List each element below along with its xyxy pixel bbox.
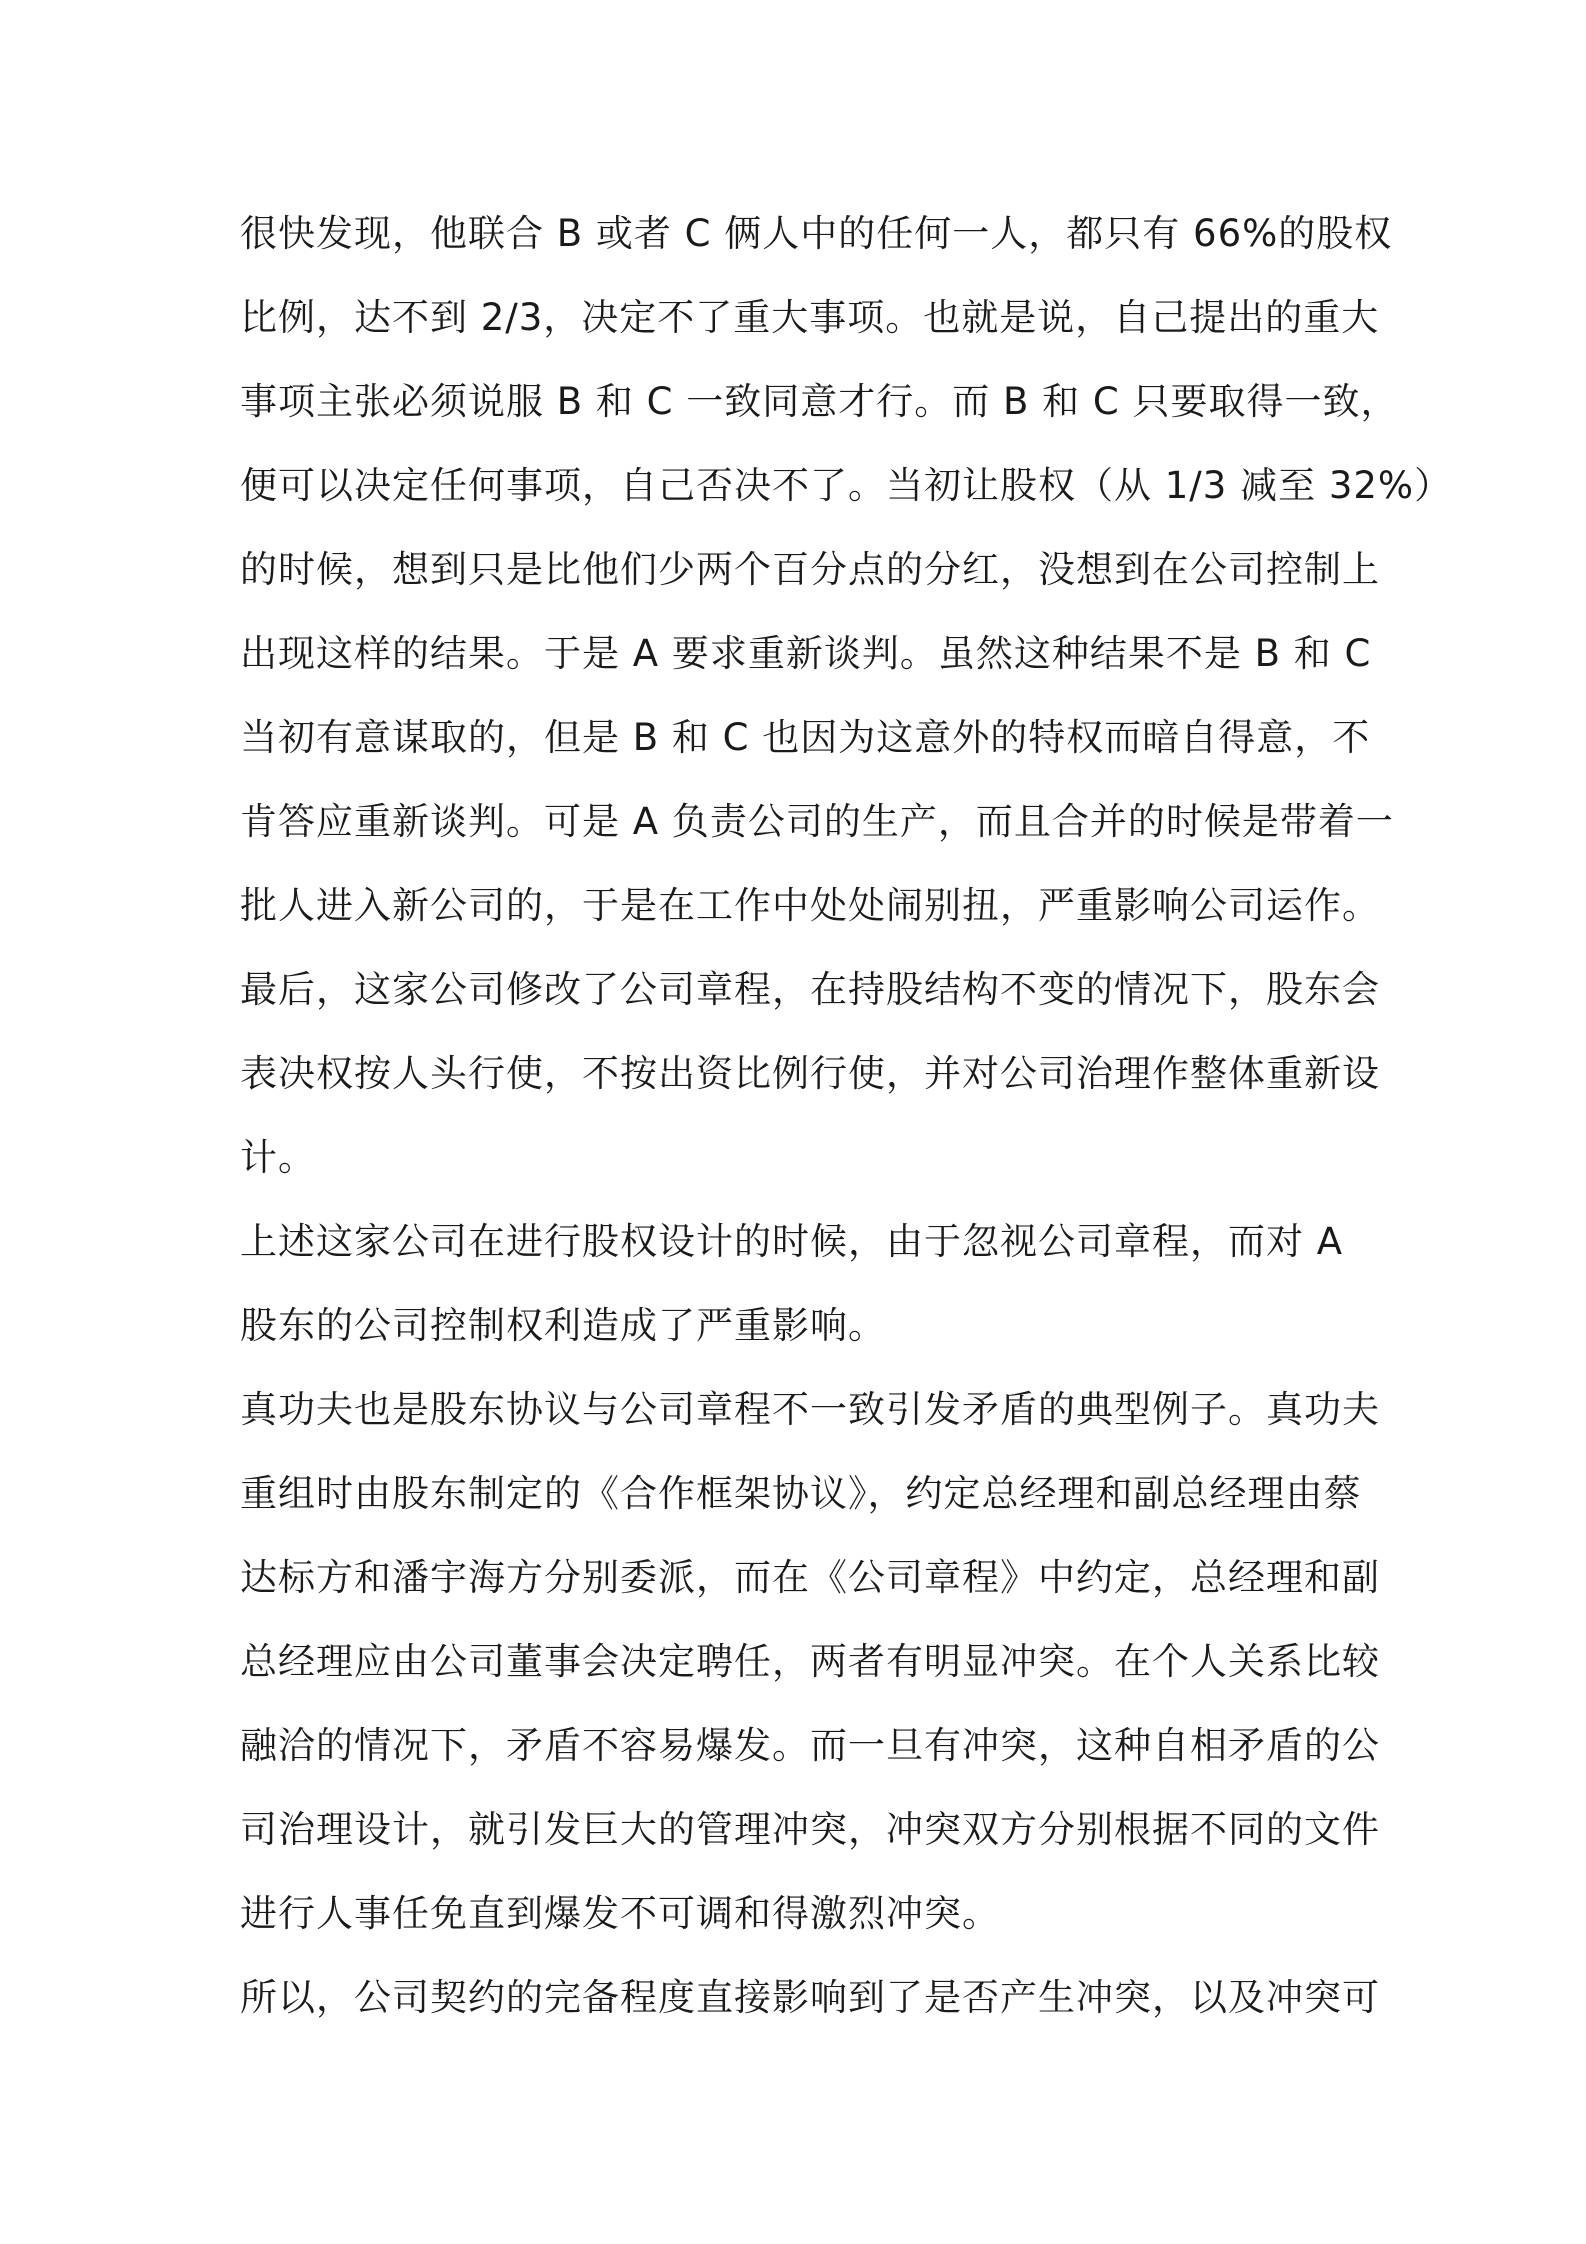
text-line: 股东的公司控制权利造成了严重影响。 <box>240 1304 886 1347</box>
text-line: 计。 <box>240 1136 316 1179</box>
paragraph <box>240 1956 1380 2040</box>
text-line: 批人进入新公司的，于是在工作中处处闹别扭，严重影响公司运作。 <box>240 884 1380 927</box>
body-text <box>240 192 1453 2040</box>
text-line: 很快发现，他联合 B 或者 C 俩人中的任何一人，都只有 66%的股权 <box>240 212 1393 255</box>
paragraph <box>240 192 1453 1200</box>
text-line: 达标方和潘宇海方分别委派，而在《公司章程》中约定，总经理和副 <box>240 1556 1380 1599</box>
text-line: 事项主张必须说服 B 和 C 一致同意才行。而 B 和 C 只要取得一致， <box>240 380 1399 423</box>
text-line: 总经理应由公司董事会决定聘任，两者有明显冲突。在个人关系比较 <box>240 1640 1380 1683</box>
text-line: 所以，公司契约的完备程度直接影响到了是否产生冲突，以及冲突可 <box>240 1976 1380 2019</box>
text-line: 重组时由股东制定的《合作框架协议》，约定总经理和副总经理由蔡 <box>240 1472 1362 1515</box>
paragraph <box>240 1200 1360 1368</box>
text-line: 进行人事任免直到爆发不可调和得激烈冲突。 <box>240 1892 1000 1935</box>
text-line: 融洽的情况下，矛盾不容易爆发。而一旦有冲突，这种自相矛盾的公 <box>240 1724 1380 1767</box>
text-line: 司治理设计，就引发巨大的管理冲突，冲突双方分别根据不同的文件 <box>240 1808 1380 1851</box>
text-line: 肯答应重新谈判。可是 A 负责公司的生产，而且合并的时候是带着一 <box>240 800 1394 843</box>
text-line: 上述这家公司在进行股权设计的时候，由于忽视公司章程，而对 A <box>240 1220 1344 1263</box>
text-line: 便可以决定任何事项，自己否决不了。当初让股权（从 1/3 减至 32%） <box>240 464 1453 507</box>
text-line: 真功夫也是股东协议与公司章程不一致引发矛盾的典型例子。真功夫 <box>240 1388 1380 1431</box>
text-line: 比例，达不到 2/3，决定不了重大事项。也就是说，自己提出的重大 <box>240 296 1380 339</box>
paragraph <box>240 1368 1380 1956</box>
text-line: 的时候，想到只是比他们少两个百分点的分红，没想到在公司控制上 <box>240 548 1380 591</box>
text-line: 表决权按人头行使，不按出资比例行使，并对公司治理作整体重新设 <box>240 1052 1380 1095</box>
text-line: 当初有意谋取的，但是 B 和 C 也因为这意外的特权而暗自得意，不 <box>240 716 1371 759</box>
text-line: 最后，这家公司修改了公司章程，在持股结构不变的情况下，股东会 <box>240 968 1380 1011</box>
text-line: 出现这样的结果。于是 A 要求重新谈判。虽然这种结果不是 B 和 C <box>240 632 1372 675</box>
